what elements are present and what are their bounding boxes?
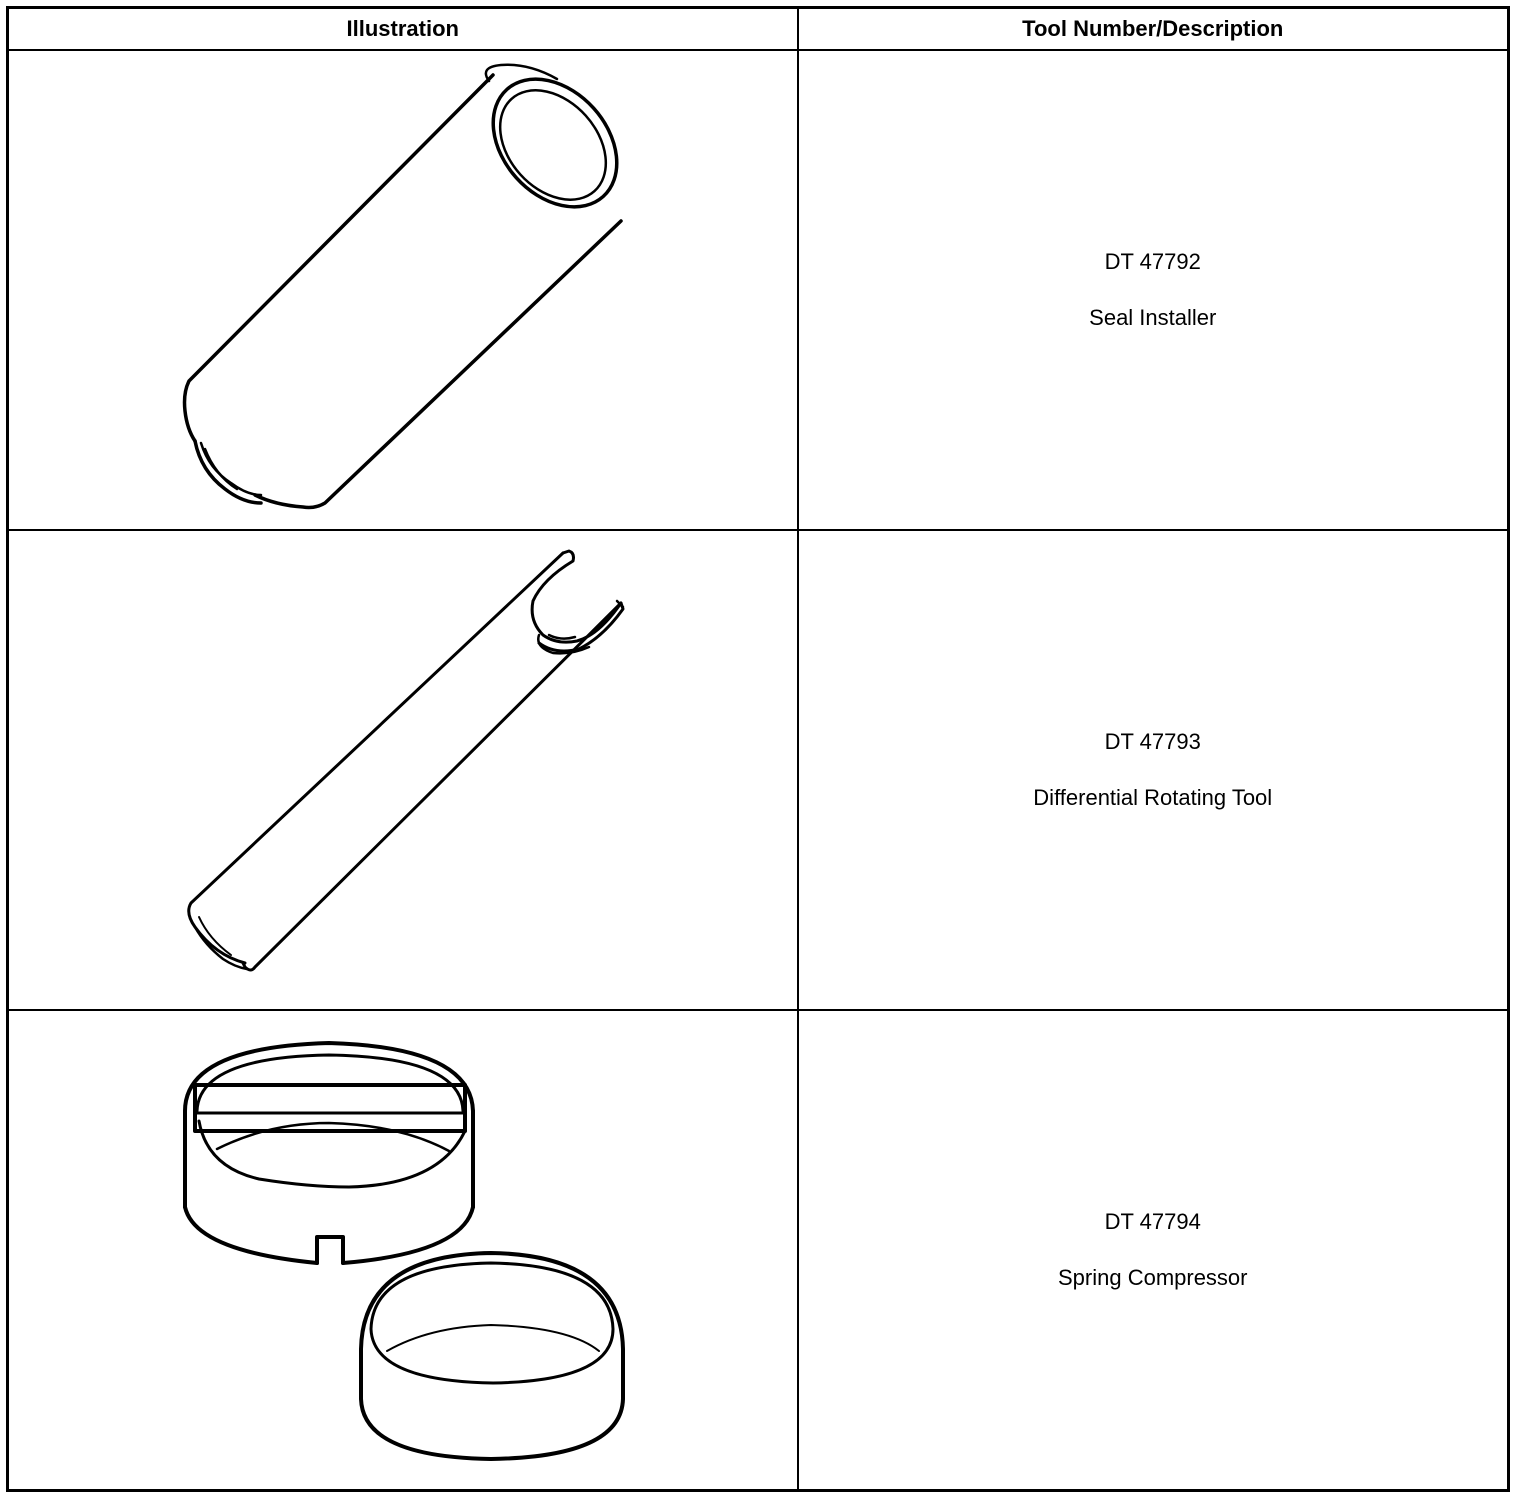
tool-description-cell (798, 50, 1509, 530)
illustration-cell (8, 530, 798, 1010)
illustration-cell (8, 50, 798, 530)
table-header-row (8, 8, 1509, 51)
tool-name: Spring Compressor (1057, 1265, 1248, 1290)
tool-name: Seal Installer (1089, 305, 1217, 330)
tool-number: DT 47793 (1104, 729, 1201, 754)
tool-number: DT 47792 (1104, 249, 1201, 274)
table-row (8, 1010, 1509, 1491)
tool-number: DT 47794 (1104, 1209, 1201, 1234)
header-illustration: Illustration (8, 8, 798, 51)
tool-name: Differential Rotating Tool (1033, 785, 1273, 810)
header-tool-number-description: Tool Number/Description (798, 8, 1509, 51)
tool-description-cell (798, 530, 1509, 1010)
differential-rotating-tool-icon (9, 531, 799, 1009)
table-row (8, 50, 1509, 530)
spring-compressor-icon (9, 1011, 799, 1489)
seal-installer-icon (9, 51, 799, 529)
table-row (8, 530, 1509, 1010)
tool-description-cell (798, 1010, 1509, 1491)
illustration-cell (8, 1010, 798, 1491)
tool-table (6, 6, 1510, 1492)
